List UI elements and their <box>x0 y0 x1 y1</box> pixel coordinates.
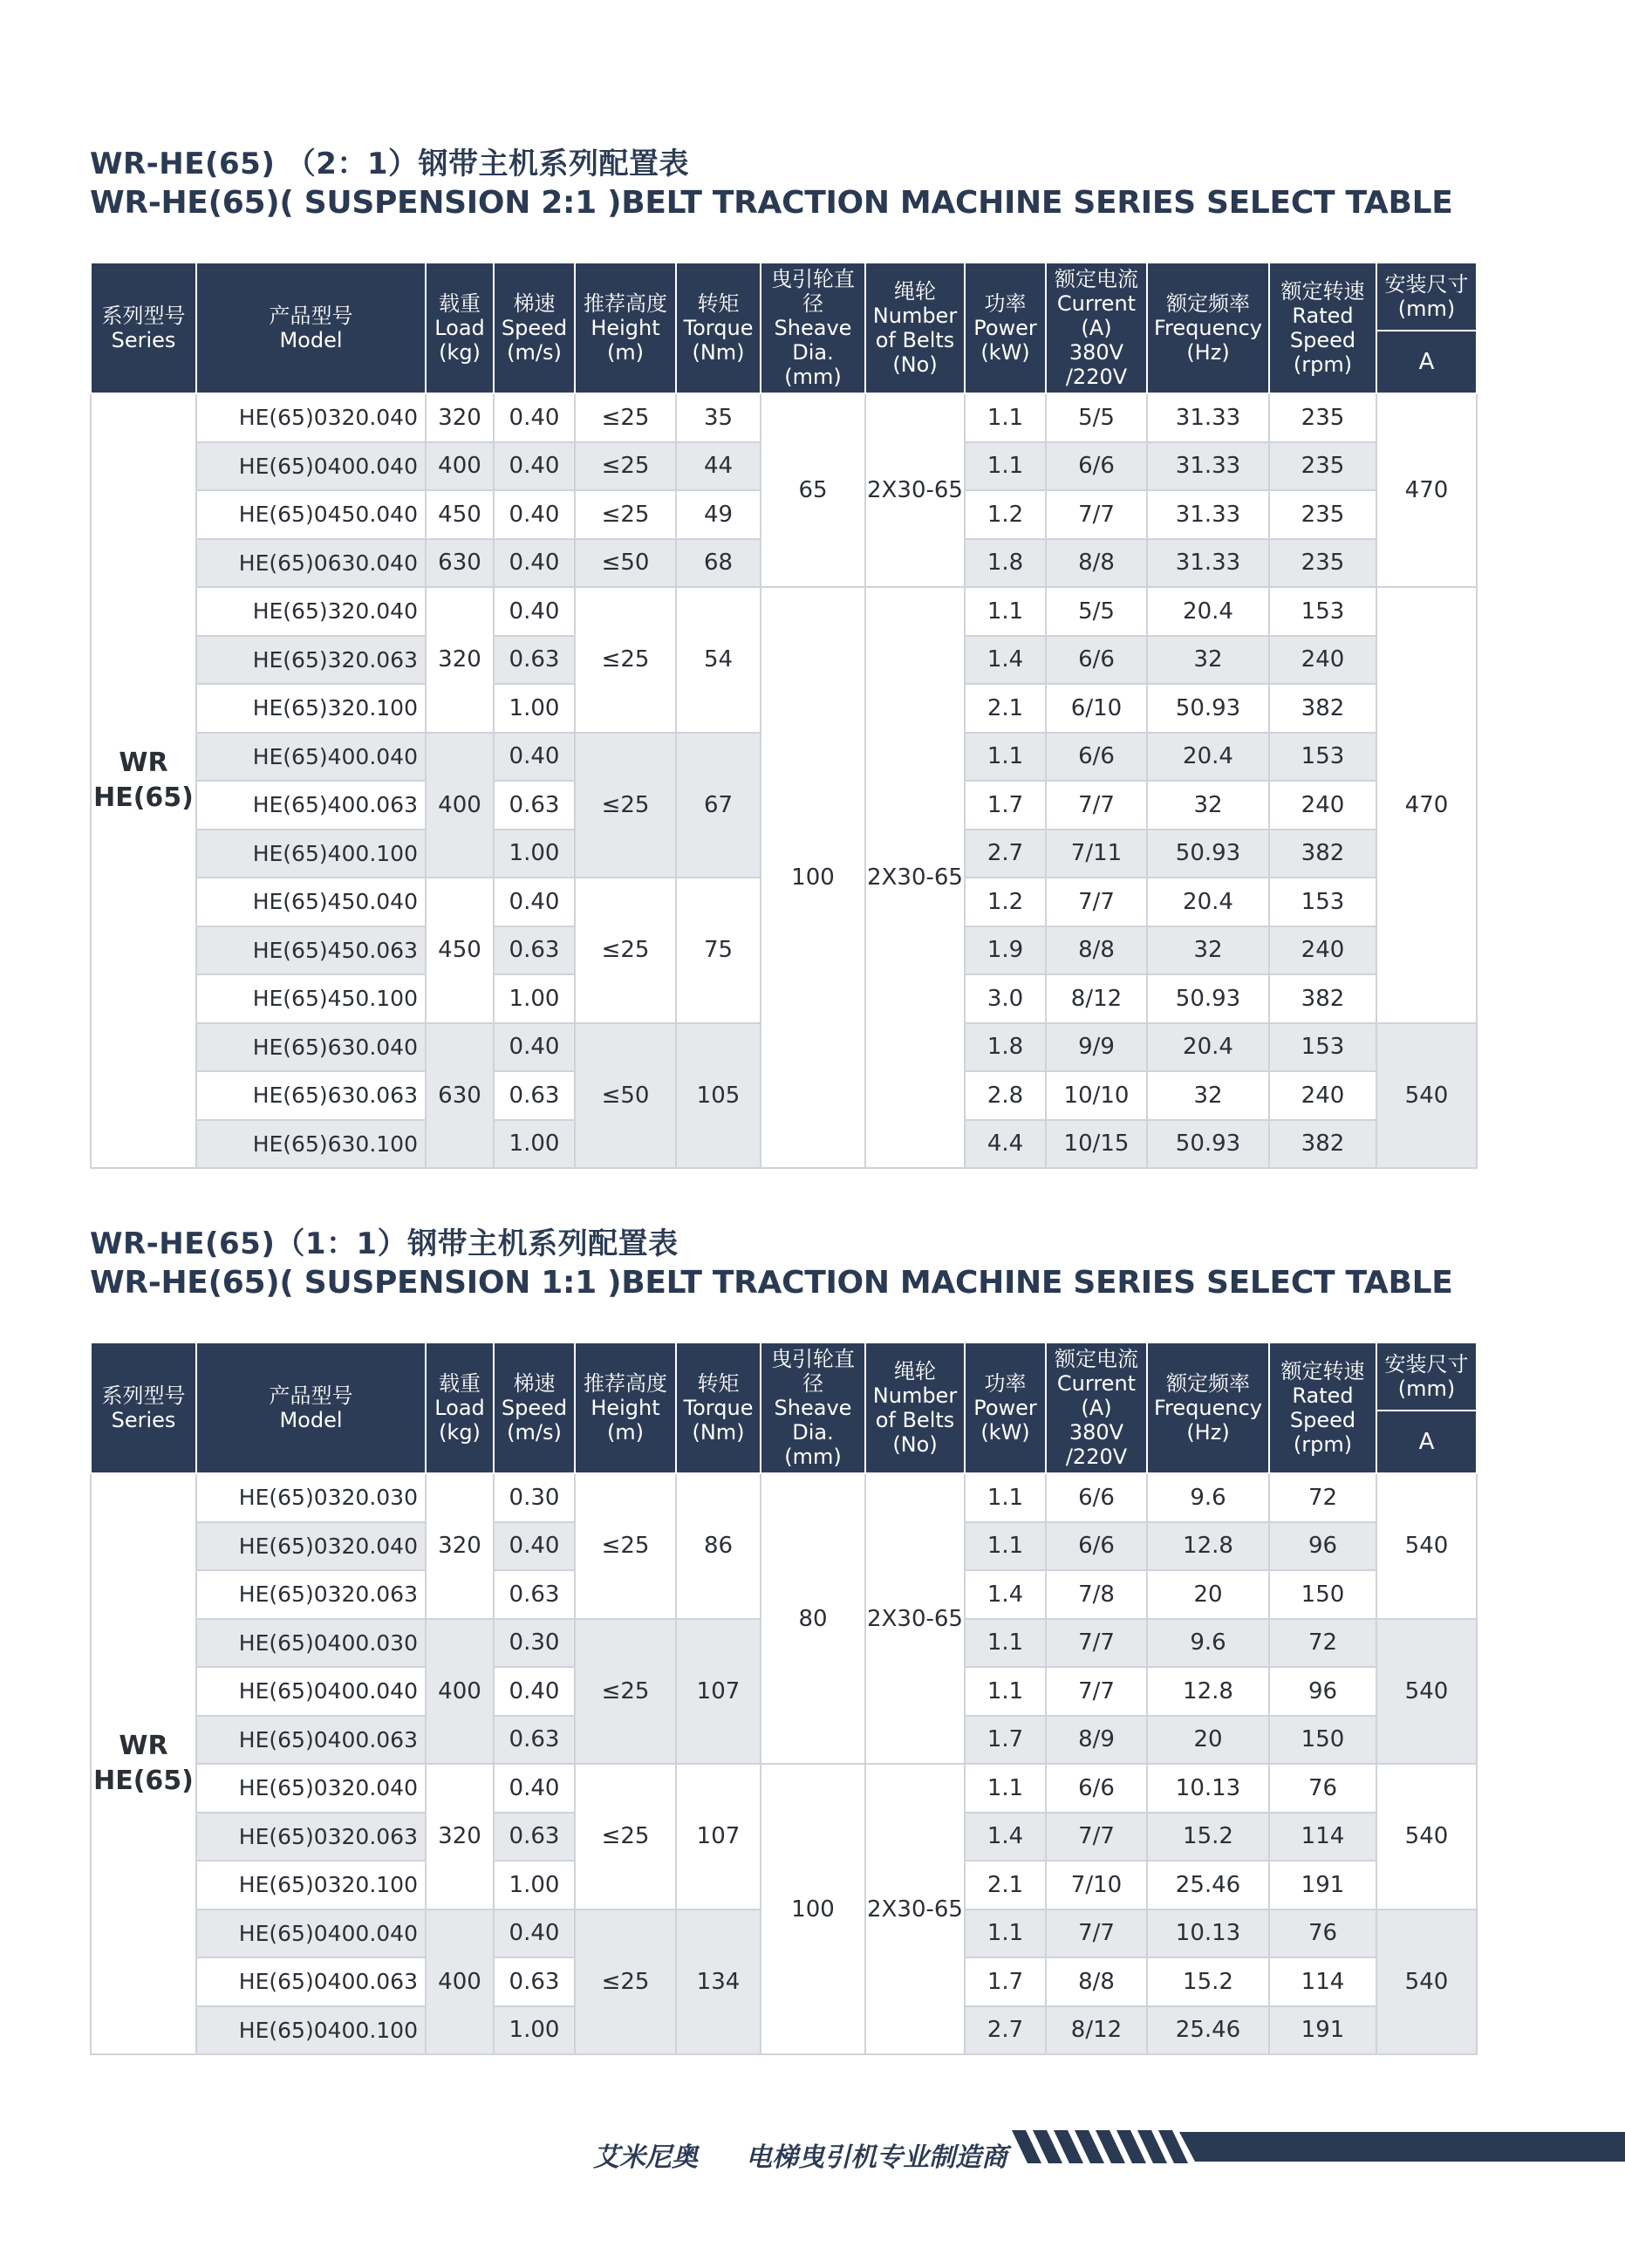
header-series: 系列型号 Series <box>91 1342 196 1473</box>
rpm-cell: 382 <box>1269 1120 1376 1169</box>
header-belts: 绳轮 Number of Belts (No) <box>865 263 965 393</box>
model-cell: HE(65)0450.040 <box>196 490 426 539</box>
height-cell: ≤25 <box>575 1764 676 1909</box>
speed-cell: 0.30 <box>494 1619 575 1668</box>
speed-cell: 0.40 <box>494 1667 575 1716</box>
current-cell: 6/6 <box>1046 442 1147 491</box>
power-cell: 1.1 <box>965 1667 1046 1716</box>
header-series: 系列型号 Series <box>91 263 196 393</box>
speed-cell: 0.63 <box>494 781 575 830</box>
model-cell: HE(65)0630.040 <box>196 539 426 588</box>
frequency-cell: 32 <box>1147 926 1269 975</box>
power-cell: 3.0 <box>965 974 1046 1023</box>
model-cell: HE(65)320.100 <box>196 684 426 733</box>
speed-cell: 0.40 <box>494 442 575 491</box>
rpm-cell: 240 <box>1269 636 1376 685</box>
speed-cell: 0.63 <box>494 1813 575 1862</box>
load-cell: 630 <box>426 539 494 588</box>
power-cell: 1.1 <box>965 1909 1046 1958</box>
header-load: 载重 Load (kg) <box>426 263 494 393</box>
power-cell: 2.7 <box>965 2006 1046 2055</box>
current-cell: 10/15 <box>1046 1120 1147 1169</box>
frequency-cell: 50.93 <box>1147 830 1269 878</box>
model-cell: HE(65)400.063 <box>196 781 426 830</box>
current-cell: 9/9 <box>1046 1023 1147 1072</box>
table-row <box>91 1764 1477 1813</box>
current-cell: 6/6 <box>1046 1522 1147 1571</box>
table1-title-cn: WR-HE(65) （2：1）钢带主机系列配置表 <box>90 147 690 181</box>
header-height: 推荐高度 Height (m) <box>575 1342 676 1473</box>
current-cell: 5/5 <box>1046 587 1147 636</box>
model-cell: HE(65)0400.040 <box>196 442 426 491</box>
header-sheave: 曳引轮直径 Sheave Dia. (mm) <box>761 263 865 393</box>
load-cell: 320 <box>426 1764 494 1909</box>
torque-cell: 35 <box>676 393 761 442</box>
install-cell: 540 <box>1376 1473 1477 1619</box>
torque-cell: 107 <box>676 1764 761 1909</box>
current-cell: 10/10 <box>1046 1071 1147 1120</box>
frequency-cell: 20.4 <box>1147 733 1269 782</box>
speed-cell: 1.00 <box>494 2006 575 2055</box>
power-cell: 2.8 <box>965 1071 1046 1120</box>
speed-cell: 1.00 <box>494 1120 575 1169</box>
model-cell: HE(65)0400.063 <box>196 1957 426 2006</box>
frequency-cell: 31.33 <box>1147 393 1269 442</box>
rpm-cell: 76 <box>1269 1764 1376 1813</box>
power-cell: 1.1 <box>965 587 1046 636</box>
torque-cell: 68 <box>676 539 761 588</box>
height-cell: ≤50 <box>575 1023 676 1169</box>
rpm-cell: 76 <box>1269 1909 1376 1958</box>
torque-cell: 44 <box>676 442 761 491</box>
torque-cell: 75 <box>676 878 761 1023</box>
belts-cell: 2X30-65 <box>865 393 965 587</box>
load-cell: 630 <box>426 1023 494 1169</box>
rpm-cell: 150 <box>1269 1570 1376 1619</box>
model-cell: HE(65)400.040 <box>196 733 426 782</box>
power-cell: 1.7 <box>965 781 1046 830</box>
frequency-cell: 31.33 <box>1147 442 1269 491</box>
header-model: 产品型号 Model <box>196 263 426 393</box>
header-sheave: 曳引轮直径 Sheave Dia. (mm) <box>761 1342 865 1473</box>
rpm-cell: 235 <box>1269 442 1376 491</box>
rpm-cell: 191 <box>1269 1861 1376 1909</box>
rpm-cell: 240 <box>1269 781 1376 830</box>
height-cell: ≤25 <box>575 878 676 1023</box>
model-cell: HE(65)0400.030 <box>196 1619 426 1668</box>
frequency-cell: 31.33 <box>1147 539 1269 588</box>
current-cell: 7/7 <box>1046 781 1147 830</box>
power-cell: 2.7 <box>965 830 1046 878</box>
current-cell: 6/6 <box>1046 636 1147 685</box>
header-speed: 梯速 Speed (m/s) <box>494 263 575 393</box>
speed-cell: 0.40 <box>494 1764 575 1813</box>
frequency-cell: 32 <box>1147 781 1269 830</box>
frequency-cell: 32 <box>1147 1071 1269 1120</box>
current-cell: 7/7 <box>1046 878 1147 926</box>
frequency-cell: 50.93 <box>1147 684 1269 733</box>
rpm-cell: 235 <box>1269 490 1376 539</box>
rpm-cell: 114 <box>1269 1813 1376 1862</box>
speed-cell: 0.63 <box>494 926 575 975</box>
speed-cell: 0.63 <box>494 636 575 685</box>
frequency-cell: 25.46 <box>1147 1861 1269 1909</box>
install-cell: 470 <box>1376 393 1477 587</box>
torque-cell: 105 <box>676 1023 761 1169</box>
header-speed: 梯速 Speed (m/s) <box>494 1342 575 1473</box>
current-cell: 7/7 <box>1046 1667 1147 1716</box>
power-cell: 2.1 <box>965 1861 1046 1909</box>
frequency-cell: 15.2 <box>1147 1957 1269 2006</box>
frequency-cell: 10.13 <box>1147 1909 1269 1958</box>
header-model: 产品型号 Model <box>196 1342 426 1473</box>
current-cell: 6/6 <box>1046 733 1147 782</box>
table2-title-en: WR-HE(65)( SUSPENSION 1:1 )BELT TRACTION MACHINE SERIES SELECT TABLE <box>90 1265 1453 1301</box>
frequency-cell: 20.4 <box>1147 878 1269 926</box>
power-cell: 2.1 <box>965 684 1046 733</box>
table1 <box>90 262 1478 1169</box>
speed-cell: 0.30 <box>494 1473 575 1522</box>
speed-cell: 0.63 <box>494 1957 575 2006</box>
header-power: 功率 Power (kW) <box>965 263 1046 393</box>
header-current: 额定电流 Current (A) 380V /220V <box>1046 263 1147 393</box>
power-cell: 1.1 <box>965 1619 1046 1668</box>
model-cell: HE(65)0320.063 <box>196 1813 426 1862</box>
rpm-cell: 153 <box>1269 878 1376 926</box>
torque-cell: 86 <box>676 1473 761 1619</box>
speed-cell: 0.40 <box>494 1522 575 1571</box>
model-cell: HE(65)0400.063 <box>196 1716 426 1765</box>
speed-cell: 0.40 <box>494 878 575 926</box>
header-power: 功率 Power (kW) <box>965 1342 1046 1473</box>
sheave-cell: 80 <box>761 1473 865 1764</box>
speed-cell: 0.63 <box>494 1716 575 1765</box>
power-cell: 1.1 <box>965 442 1046 491</box>
rpm-cell: 114 <box>1269 1957 1376 2006</box>
install-cell: 540 <box>1376 1909 1477 2055</box>
height-cell: ≤25 <box>575 587 676 733</box>
load-cell: 320 <box>426 393 494 442</box>
rpm-cell: 240 <box>1269 926 1376 975</box>
speed-cell: 1.00 <box>494 684 575 733</box>
speed-cell: 0.40 <box>494 539 575 588</box>
power-cell: 1.2 <box>965 490 1046 539</box>
current-cell: 8/12 <box>1046 974 1147 1023</box>
height-cell: ≤25 <box>575 1619 676 1765</box>
rpm-cell: 96 <box>1269 1667 1376 1716</box>
torque-cell: 67 <box>676 733 761 878</box>
rpm-cell: 235 <box>1269 393 1376 442</box>
header-install: 安装尺寸 (mm) <box>1376 263 1477 331</box>
load-cell: 400 <box>426 1619 494 1765</box>
current-cell: 6/6 <box>1046 1473 1147 1522</box>
series-cell: WR HE(65) <box>91 1473 196 2054</box>
frequency-cell: 50.93 <box>1147 974 1269 1023</box>
current-cell: 8/12 <box>1046 2006 1147 2055</box>
current-cell: 8/8 <box>1046 1957 1147 2006</box>
torque-cell: 54 <box>676 587 761 733</box>
speed-cell: 1.00 <box>494 830 575 878</box>
speed-cell: 0.40 <box>494 393 575 442</box>
power-cell: 1.1 <box>965 733 1046 782</box>
frequency-cell: 20 <box>1147 1570 1269 1619</box>
speed-cell: 0.40 <box>494 1909 575 1958</box>
current-cell: 8/9 <box>1046 1716 1147 1765</box>
header-load: 载重 Load (kg) <box>426 1342 494 1473</box>
current-cell: 7/7 <box>1046 1909 1147 1958</box>
power-cell: 1.4 <box>965 1570 1046 1619</box>
frequency-cell: 10.13 <box>1147 1764 1269 1813</box>
height-cell: ≤25 <box>575 442 676 491</box>
table-row <box>91 587 1477 636</box>
model-cell: HE(65)450.100 <box>196 974 426 1023</box>
model-cell: HE(65)320.063 <box>196 636 426 685</box>
header-frequency: 额定频率 Frequency (Hz) <box>1147 263 1269 393</box>
header-belts: 绳轮 Number of Belts (No) <box>865 1342 965 1473</box>
model-cell: HE(65)630.040 <box>196 1023 426 1072</box>
frequency-cell: 31.33 <box>1147 490 1269 539</box>
footer-brand: 艾米尼奥 <box>593 2142 698 2173</box>
model-cell: HE(65)0320.040 <box>196 393 426 442</box>
footer-slogan: 电梯曳引机专业制造商 <box>746 2142 1007 2173</box>
sheave-cell: 100 <box>761 1764 865 2054</box>
torque-cell: 49 <box>676 490 761 539</box>
frequency-cell: 20 <box>1147 1716 1269 1765</box>
speed-cell: 1.00 <box>494 1861 575 1909</box>
power-cell: 4.4 <box>965 1120 1046 1169</box>
sheave-cell: 100 <box>761 587 865 1168</box>
load-cell: 400 <box>426 442 494 491</box>
power-cell: 1.1 <box>965 1764 1046 1813</box>
power-cell: 1.7 <box>965 1957 1046 2006</box>
speed-cell: 0.40 <box>494 1023 575 1072</box>
load-cell: 400 <box>426 1909 494 2055</box>
model-cell: HE(65)0400.100 <box>196 2006 426 2055</box>
load-cell: 400 <box>426 733 494 878</box>
height-cell: ≤25 <box>575 1909 676 2055</box>
power-cell: 1.8 <box>965 539 1046 588</box>
header-install-a: A <box>1376 331 1477 393</box>
belts-cell: 2X30-65 <box>865 587 965 1168</box>
current-cell: 7/11 <box>1046 830 1147 878</box>
rpm-cell: 382 <box>1269 684 1376 733</box>
model-cell: HE(65)400.100 <box>196 830 426 878</box>
frequency-cell: 20.4 <box>1147 1023 1269 1072</box>
frequency-cell: 12.8 <box>1147 1522 1269 1571</box>
rpm-cell: 153 <box>1269 587 1376 636</box>
torque-cell: 107 <box>676 1619 761 1765</box>
height-cell: ≤25 <box>575 733 676 878</box>
rpm-cell: 240 <box>1269 1071 1376 1120</box>
power-cell: 1.9 <box>965 926 1046 975</box>
speed-cell: 1.00 <box>494 974 575 1023</box>
current-cell: 7/7 <box>1046 1619 1147 1668</box>
load-cell: 450 <box>426 878 494 1023</box>
speed-cell: 0.63 <box>494 1570 575 1619</box>
current-cell: 5/5 <box>1046 393 1147 442</box>
model-cell: HE(65)450.063 <box>196 926 426 975</box>
current-cell: 6/10 <box>1046 684 1147 733</box>
rpm-cell: 72 <box>1269 1619 1376 1668</box>
table2-title-cn: WR-HE(65)（1：1）钢带主机系列配置表 <box>90 1226 679 1261</box>
current-cell: 8/8 <box>1046 539 1147 588</box>
speed-cell: 0.40 <box>494 490 575 539</box>
frequency-cell: 32 <box>1147 636 1269 685</box>
frequency-cell: 25.46 <box>1147 2006 1269 2055</box>
frequency-cell: 15.2 <box>1147 1813 1269 1862</box>
model-cell: HE(65)630.063 <box>196 1071 426 1120</box>
table-row <box>91 393 1477 442</box>
header-height: 推荐高度 Height (m) <box>575 263 676 393</box>
load-cell: 450 <box>426 490 494 539</box>
header-current: 额定电流 Current (A) 380V /220V <box>1046 1342 1147 1473</box>
install-cell: 540 <box>1376 1619 1477 1765</box>
header-frequency: 额定频率 Frequency (Hz) <box>1147 1342 1269 1473</box>
rpm-cell: 150 <box>1269 1716 1376 1765</box>
table2 <box>90 1342 1478 2055</box>
current-cell: 8/8 <box>1046 926 1147 975</box>
header-install: 安装尺寸 (mm) <box>1376 1342 1477 1411</box>
current-cell: 6/6 <box>1046 1764 1147 1813</box>
height-cell: ≤25 <box>575 393 676 442</box>
height-cell: ≤50 <box>575 539 676 588</box>
power-cell: 1.4 <box>965 1813 1046 1862</box>
frequency-cell: 50.93 <box>1147 1120 1269 1169</box>
power-cell: 1.1 <box>965 393 1046 442</box>
header-rpm: 额定转速 Rated Speed (rpm) <box>1269 263 1376 393</box>
frequency-cell: 12.8 <box>1147 1667 1269 1716</box>
current-cell: 7/10 <box>1046 1861 1147 1909</box>
belts-cell: 2X30-65 <box>865 1764 965 2054</box>
model-cell: HE(65)0320.040 <box>196 1522 426 1571</box>
model-cell: HE(65)450.040 <box>196 878 426 926</box>
power-cell: 1.2 <box>965 878 1046 926</box>
table-row <box>91 1473 1477 1522</box>
header-install-a: A <box>1376 1411 1477 1473</box>
frequency-cell: 20.4 <box>1147 587 1269 636</box>
model-cell: HE(65)0320.063 <box>196 1570 426 1619</box>
rpm-cell: 235 <box>1269 539 1376 588</box>
header-rpm: 额定转速 Rated Speed (rpm) <box>1269 1342 1376 1473</box>
height-cell: ≤25 <box>575 490 676 539</box>
power-cell: 1.8 <box>965 1023 1046 1072</box>
belts-cell: 2X30-65 <box>865 1473 965 1764</box>
model-cell: HE(65)0320.100 <box>196 1861 426 1909</box>
power-cell: 1.7 <box>965 1716 1046 1765</box>
model-cell: HE(65)0400.040 <box>196 1667 426 1716</box>
current-cell: 7/7 <box>1046 490 1147 539</box>
speed-cell: 0.40 <box>494 733 575 782</box>
sheave-cell: 65 <box>761 393 865 587</box>
model-cell: HE(65)630.100 <box>196 1120 426 1169</box>
rpm-cell: 153 <box>1269 1023 1376 1072</box>
power-cell: 1.1 <box>965 1473 1046 1522</box>
speed-cell: 0.40 <box>494 587 575 636</box>
power-cell: 1.4 <box>965 636 1046 685</box>
table1-title-en: WR-HE(65)( SUSPENSION 2:1 )BELT TRACTION MACHINE SERIES SELECT TABLE <box>90 185 1453 221</box>
frequency-cell: 9.6 <box>1147 1473 1269 1522</box>
install-cell: 540 <box>1376 1023 1477 1169</box>
power-cell: 1.1 <box>965 1522 1046 1571</box>
model-cell: HE(65)320.040 <box>196 587 426 636</box>
rpm-cell: 191 <box>1269 2006 1376 2055</box>
torque-cell: 134 <box>676 1909 761 2055</box>
header-torque: 转矩 Torque (Nm) <box>676 263 761 393</box>
rpm-cell: 382 <box>1269 974 1376 1023</box>
current-cell: 7/7 <box>1046 1813 1147 1862</box>
rpm-cell: 72 <box>1269 1473 1376 1522</box>
model-cell: HE(65)0320.030 <box>196 1473 426 1522</box>
header-torque: 转矩 Torque (Nm) <box>676 1342 761 1473</box>
rpm-cell: 382 <box>1269 830 1376 878</box>
model-cell: HE(65)0320.040 <box>196 1764 426 1813</box>
footer <box>0 2111 1625 2198</box>
load-cell: 320 <box>426 587 494 733</box>
speed-cell: 0.63 <box>494 1071 575 1120</box>
load-cell: 320 <box>426 1473 494 1619</box>
current-cell: 7/8 <box>1046 1570 1147 1619</box>
frequency-cell: 9.6 <box>1147 1619 1269 1668</box>
rpm-cell: 153 <box>1269 733 1376 782</box>
series-cell: WR HE(65) <box>91 393 196 1168</box>
height-cell: ≤25 <box>575 1473 676 1619</box>
rpm-cell: 96 <box>1269 1522 1376 1571</box>
install-cell: 540 <box>1376 1764 1477 1909</box>
footer-stripe-decoration <box>1012 2127 1625 2167</box>
install-cell: 470 <box>1376 587 1477 1023</box>
model-cell: HE(65)0400.040 <box>196 1909 426 1958</box>
